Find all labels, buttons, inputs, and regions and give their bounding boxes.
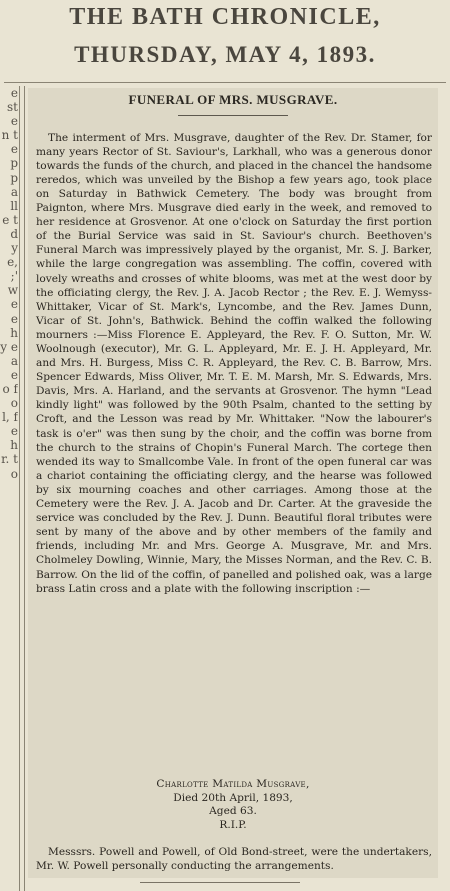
adjacent-column-fragments: e st e n t e p p a ll e t d y e, ;' w e e h y e a e o f o l, f e h r. t o	[0, 86, 18, 481]
column-divider	[19, 86, 20, 891]
bottom-rule	[140, 882, 300, 883]
newspaper-date: THURSDAY, MAY 4, 1893.	[74, 42, 376, 67]
masthead-rule	[4, 82, 446, 83]
article-clipping	[28, 88, 438, 878]
headline-rule	[178, 115, 288, 116]
column-divider-inner	[24, 86, 25, 891]
masthead	[0, 0, 450, 80]
inscription-name: Charlotte Matilda Musgrave,	[156, 778, 310, 790]
newspaper-title: THE BATH CHRONICLE,	[69, 4, 381, 30]
inscription-died: Died 20th April, 1893,	[173, 791, 293, 804]
article-headline: FUNERAL OF MRS. MUSGRAVE.	[128, 92, 338, 107]
article-body: The interment of Mrs. Musgrave, daughter of the Rev. Dr. Stamer, for many years Rector of St. Saviour's, Larkhall, who was a generous donor towards the funds of the church, and placed in the chancel the handsome reredos, which was unveiled by the Bishop a few years ago, took place on Saturday in Bathwick Cemetery. The body was brought from Paignton, where Mrs. Musgrave died early in the week, and removed to her residence at Grosvenor. At one o'clock on Saturday the first portion of the Burial Service was said in St. Saviour's church. Beethoven's Funeral March was impressively played by the organist, Mr. S. J. Barker, while the large congregation was assembling. The coffin, covered with lovely wreaths and crosses of white blooms, was met at the west door by the officiating clergy, the Rev. J. A. Jacob Rector ; the Rev. E. J. Wemyss-Whittaker, Vicar of St. Mark's, Lyncombe, and the Rev. James Dunn, Vicar of St. John's, Bathwick. Behind the coffin walked the following mourners :—Miss Florence E. Appleyard, the Rev. F. O. Sutton, Mr. W. Woolnough (executor), Mr. G. L. Appleyard, Mr. E. J. H. Appleyard, Mr. and Mrs. H. Burgess, Miss C. R. Appleyard, the Rev. C. B. Barrow, Mrs. Spencer Edwards, Miss Oliver, Mr. T. E. M. Marsh, Mr. S. Edwards, Mrs. Davis, Mrs. A. Harland, and the servants at Grosvenor. The hymn "Lead kindly light" was followed by the 90th Psalm, chanted to the setting by Croft, and the Lesson was read by Mr. Whittaker. "Now the labourer's task is o'er" was then sung by the choir, and the coffin was borne from the church to the strains of Chopin's Funeral March. The cortege then wended its way to Smallcombe Vale. In front of the open funeral car was a chariot containing the officiating clergy, and the hearse was followed by six mourning coaches and other carriages. Among those at the Cemetery were the Rev. J. A. Jacob and Dr. Carter. At the graveside the service was concluded by the Rev. J. Dunn. Beautiful floral tributes were sent by many of the above and by other members of the family and friends, including Mr. and Mrs. George A. Musgrave, Mr. and Mrs. Cholmeley Dowling, Winnie, Mary, the Misses Norman, and the Rev. C. B. Barrow. On the lid of the coffin, of panelled and polished oak, was a large brass Latin cross and a plate with the following inscription :—	[36, 131, 432, 595]
inscription-rip: R.I.P.	[219, 818, 247, 831]
article-closing: Messsrs. Powell and Powell, of Old Bond-street, were the undertakers, Mr. W. Powell personally conducting the arrangements.	[36, 845, 432, 872]
inscription-age: Aged 63.	[209, 805, 257, 817]
coffin-inscription	[28, 778, 438, 832]
